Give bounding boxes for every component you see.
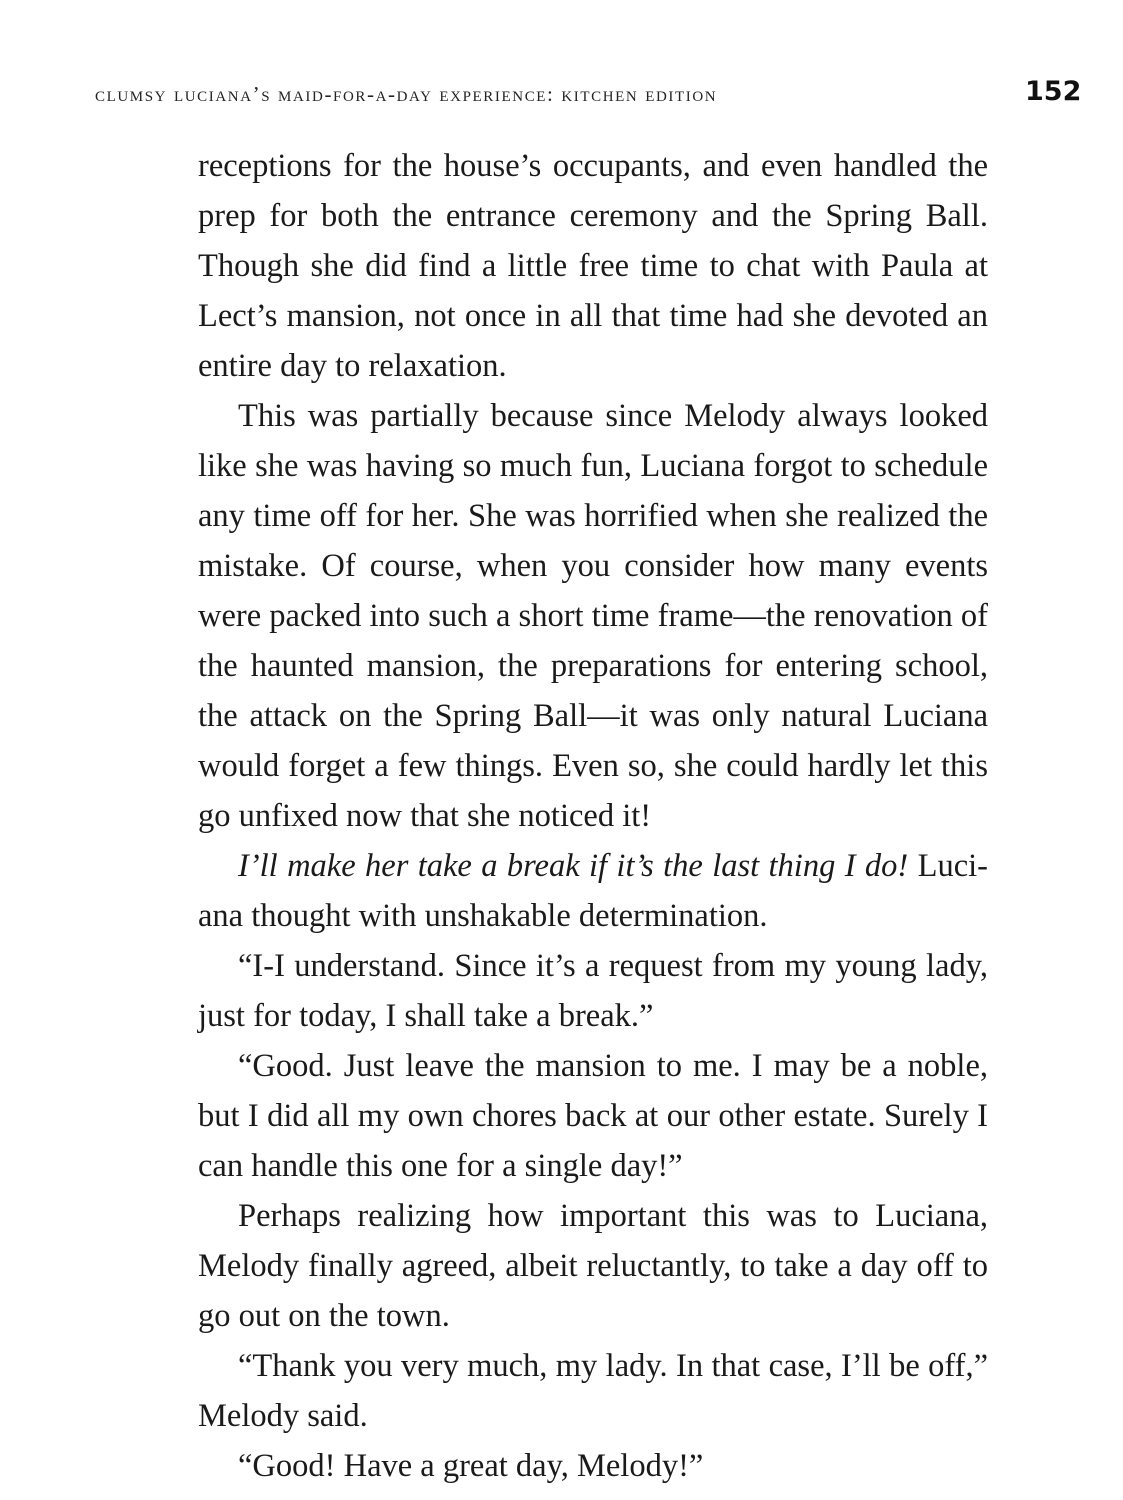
paragraph: receptions for the house’s occupants, and even handled the prep for both the entrance ceremony and the Spring Ball. Though she did find a little free time to chat with Paula at Lect’s mansion, not once in all that time had she devoted an entire day to relaxation. (198, 148, 988, 384)
running-header-title: clumsy luciana’s maid-for-a-day experience: kitchen edition (95, 82, 718, 106)
page-number: 152 (1025, 76, 1082, 107)
paragraph: “Thank you very much, my lady. In that case, I’ll be off,” Melody said. (198, 1348, 988, 1434)
paragraph: “I-I understand. Since it’s a request from my young lady, just for today, I shall take a break.” (198, 948, 988, 1034)
paragraph: This was partially because since Melody always looked like she was having so much fun, Luciana forgot to schedule any time off for her. She was horrified when she realized the mistake. Of course, when you consider how many events were packed into such a short time frame—the renovation of the haunted mansion, the preparations for entering school, the attack on the Spring Ball—it was only natural Luciana would forget a few things. Even so, she could hardly let this go unfixed now that she noticed it! (198, 398, 988, 834)
paragraph: “Good! Have a great day, Melody!” (238, 1448, 704, 1484)
italic-thought: I’ll make her take a break if it’s the last thing I do! (238, 848, 909, 884)
paragraph-text: Luciana thought with unshakable determination. (198, 848, 988, 934)
paragraph: “Good. Just leave the mansion to me. I may be a noble, but I did all my own chores back at our other estate. Surely I can handle this one for a single day!” (198, 1048, 988, 1184)
paragraph (198, 841, 988, 941)
paragraph: Perhaps realizing how important this was to Luciana, Melody finally agreed, albeit reluctantly, to take a day off to go out on the town. (198, 1198, 988, 1334)
body-text (198, 141, 988, 1491)
running-header (0, 76, 1123, 116)
